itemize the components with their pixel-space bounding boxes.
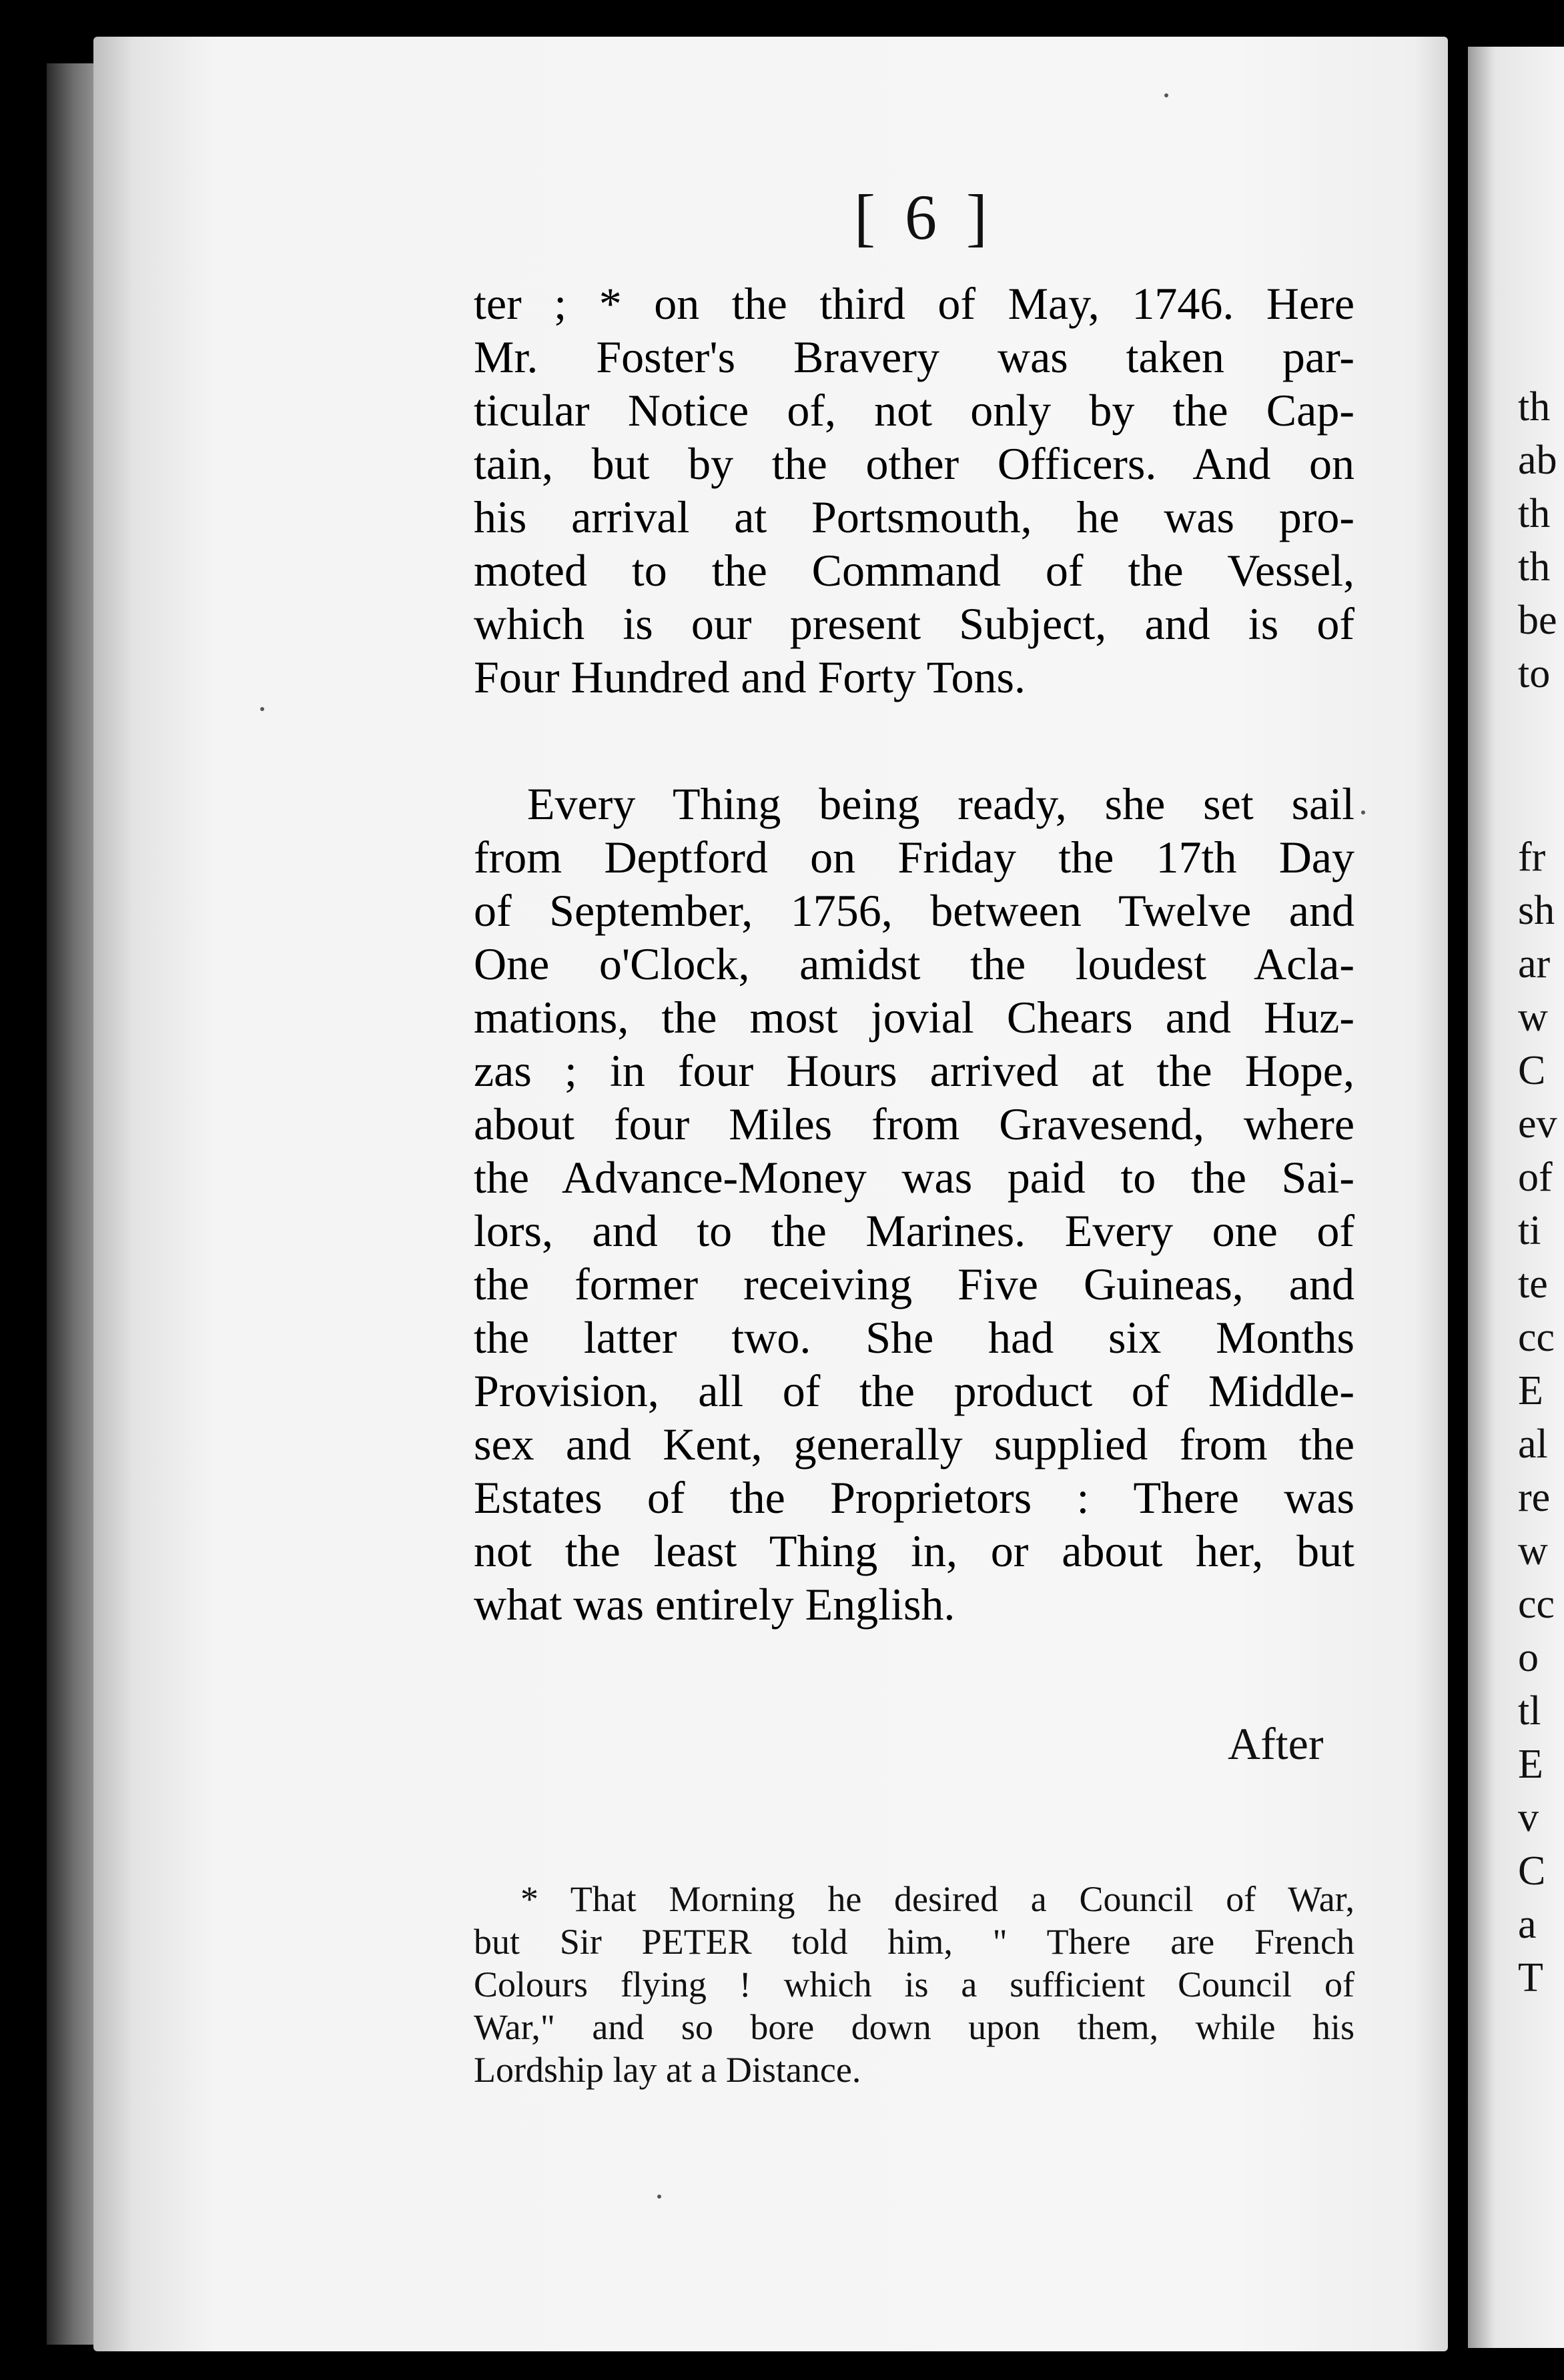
facing-page-fragment: be (1518, 598, 1557, 643)
text-line: the latter two. She had six Months (474, 1312, 1354, 1363)
footnote-line: War," and so bore down upon them, while his (474, 2007, 1354, 2047)
facing-page-fragment: ar (1518, 941, 1551, 987)
footnote-line: * That Morning he desired a Council of War, (520, 1879, 1354, 1919)
footnote-line: Lordship lay at a Distance. (474, 2050, 861, 2090)
text-line: mations, the most jovial Chears and Huz- (474, 992, 1354, 1043)
facing-page-fragment: fr (1518, 834, 1546, 880)
facing-page-fragment: C (1518, 1048, 1546, 1093)
facing-page-fragment: re (1518, 1475, 1551, 1520)
facing-page-fragment: w (1518, 995, 1548, 1040)
dust-speck (1164, 93, 1168, 97)
text-line: lors, and to the Marines. Every one of (474, 1205, 1354, 1256)
facing-page-fragment: th (1518, 544, 1551, 590)
dust-speck (1361, 810, 1365, 814)
text-line: tain, but by the other Officers. And on (474, 438, 1354, 489)
book-gutter (1448, 0, 1468, 2380)
facing-page-fragment: al (1518, 1421, 1548, 1467)
facing-page-fragment: w (1518, 1528, 1548, 1574)
text-line: what was entirely English. (474, 1579, 955, 1630)
facing-page-fragment: cc (1518, 1315, 1555, 1360)
facing-page-fragment: C (1518, 1848, 1546, 1894)
page-stack-edge (47, 63, 100, 2345)
dust-speck (657, 2195, 661, 2199)
text-line: of September, 1756, between Twelve and (474, 885, 1354, 936)
facing-page-fragment: o (1518, 1635, 1539, 1680)
text-line: from Deptford on Friday the 17th Day (474, 832, 1354, 882)
text-line: Four Hundred and Forty Tons. (474, 652, 1026, 702)
text-line: the former receiving Five Guineas, and (474, 1259, 1354, 1309)
catchword: After (1228, 1718, 1324, 1769)
text-line: his arrival at Portsmouth, he was pro- (474, 492, 1354, 542)
facing-page-fragment: E (1518, 1742, 1543, 1787)
text-line: Every Thing being ready, she set sail (527, 778, 1354, 829)
footnote (474, 1878, 1354, 2091)
footnote-line: Colours flying ! which is a sufficient Council of (474, 1964, 1354, 2004)
facing-page-fragment: th (1518, 491, 1551, 536)
facing-page-fragment: ab (1518, 438, 1557, 483)
facing-page-fragment: cc (1518, 1582, 1555, 1627)
text-line: ticular Notice of, not only by the Cap- (474, 385, 1354, 436)
page-number: [ 6 ] (854, 181, 994, 253)
facing-page-fragment: T (1518, 1955, 1543, 2000)
paragraph-1 (474, 277, 1354, 704)
text-line: the Advance-Money was paid to the Sai- (474, 1152, 1354, 1203)
text-line: zas ; in four Hours arrived at the Hope, (474, 1045, 1354, 1096)
text-line: Mr. Foster's Bravery was taken par- (474, 332, 1354, 382)
facing-page-fragment: of (1518, 1155, 1553, 1200)
facing-page-fragment: to (1518, 651, 1551, 696)
facing-page-fragment: ti (1518, 1208, 1541, 1253)
footnote-line: but Sir PETER told him, " There are French (474, 1922, 1354, 1962)
text-line: not the least Thing in, or about her, but (474, 1526, 1354, 1576)
facing-page-fragment: E (1518, 1368, 1543, 1413)
text-line: moted to the Command of the Vessel, (474, 545, 1354, 596)
facing-page-fragment: a (1518, 1902, 1537, 1947)
facing-page-fragment: th (1518, 384, 1551, 430)
facing-page-fragment: te (1518, 1261, 1548, 1307)
text-line: about four Miles from Gravesend, where (474, 1099, 1354, 1149)
text-line: ter ; * on the third of May, 1746. Here (474, 278, 1354, 329)
text-line: which is our present Subject, and is of (474, 598, 1354, 649)
text-line: Estates of the Proprietors : There was (474, 1472, 1354, 1523)
text-line: Provision, all of the product of Middle- (474, 1365, 1354, 1416)
text-line: sex and Kent, generally supplied from the (474, 1419, 1354, 1469)
facing-page-fragment: v (1518, 1795, 1539, 1840)
paragraph-2 (474, 777, 1354, 1631)
facing-page-fragment: tl (1518, 1688, 1541, 1734)
text-line: One o'Clock, amidst the loudest Acla- (474, 939, 1354, 989)
facing-page-fragment: sh (1518, 888, 1555, 933)
facing-page-fragment: ev (1518, 1101, 1557, 1147)
dust-speck (260, 707, 264, 711)
